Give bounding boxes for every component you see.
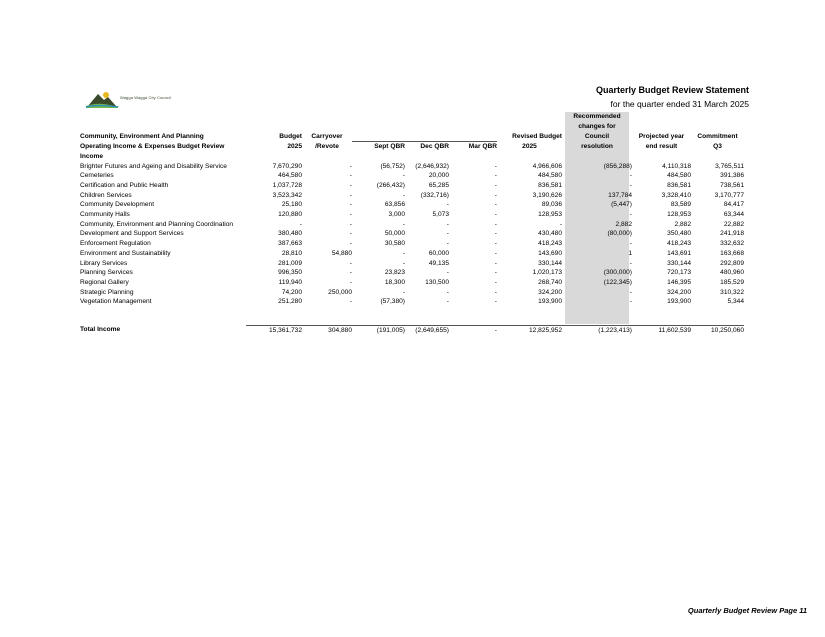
sept-qbr-value: (56,752) bbox=[380, 162, 405, 170]
sun-shape bbox=[103, 92, 109, 98]
dec-qbr-header: Dec QBR bbox=[405, 142, 449, 152]
group-label: Income bbox=[80, 152, 104, 160]
carryover-value: - bbox=[349, 259, 352, 267]
recommended-value: 137,784 bbox=[608, 191, 632, 199]
carryover-value: - bbox=[349, 211, 352, 219]
carryover-value: 54,880 bbox=[331, 249, 352, 257]
mar-qbr-value: - bbox=[494, 288, 497, 296]
projected-value: 720,173 bbox=[667, 269, 691, 277]
carryover-value: - bbox=[349, 230, 352, 238]
carryover-value: - bbox=[349, 181, 352, 189]
carryover-value: - bbox=[349, 240, 352, 248]
revised-header-line2: 2025 bbox=[522, 142, 537, 150]
table-row bbox=[80, 191, 744, 201]
budget-value: 120,880 bbox=[278, 211, 302, 219]
budget-value: 387,663 bbox=[278, 240, 302, 248]
row-label: Brighter Futures and Ageing and Disability Service bbox=[80, 162, 227, 170]
table-row bbox=[80, 249, 744, 259]
budget-value: 25,180 bbox=[281, 201, 302, 209]
recommended-value: (5,447) bbox=[611, 201, 632, 209]
row-label: Community Halls bbox=[80, 211, 130, 219]
sept-qbr-value: - bbox=[402, 288, 405, 296]
revised-value: 1,020,173 bbox=[532, 269, 562, 277]
revised-value: 143,690 bbox=[538, 249, 562, 257]
recommended-value: (300,000) bbox=[603, 269, 632, 277]
budget-value: 464,580 bbox=[278, 172, 302, 180]
row-label: Cemeteries bbox=[80, 172, 114, 180]
total-label: Total Income bbox=[80, 326, 121, 334]
commitment-value: 3,765,511 bbox=[715, 162, 744, 170]
commitment-value: 480,960 bbox=[720, 269, 744, 277]
projected-value: 836,581 bbox=[667, 181, 691, 189]
dec-qbr-value: (332,716) bbox=[420, 191, 449, 199]
mar-qbr-value: - bbox=[494, 298, 497, 306]
sept-qbr-value: 30,580 bbox=[384, 240, 405, 248]
dec-qbr-value: - bbox=[446, 288, 449, 296]
recommended-value: - bbox=[629, 288, 632, 296]
carryover-value: - bbox=[349, 220, 352, 228]
budget-value: 251,280 bbox=[278, 298, 302, 306]
recommended-value: - bbox=[629, 240, 632, 248]
sept-qbr-value: 18,300 bbox=[384, 278, 405, 286]
mar-qbr-value: - bbox=[494, 249, 497, 257]
carryover-value: - bbox=[349, 278, 352, 286]
commitment-value: 22,882 bbox=[723, 220, 744, 228]
row-label: Environment and Sustainability bbox=[80, 249, 171, 257]
mar-qbr-value: - bbox=[494, 220, 497, 228]
mar-qbr-value: - bbox=[494, 211, 497, 219]
row-label: Development and Support Services bbox=[80, 230, 184, 238]
dec-qbr-value: 5,073 bbox=[432, 211, 449, 219]
projected-value: 4,110,318 bbox=[662, 162, 691, 170]
total-sept-qbr-value: (191,005) bbox=[352, 325, 405, 335]
group-row bbox=[80, 152, 744, 162]
commitment-value: 163,668 bbox=[720, 249, 744, 257]
carryover-header-line1: Carryover bbox=[311, 132, 343, 140]
council-logo bbox=[84, 88, 172, 110]
row-label: Children Services bbox=[80, 191, 132, 199]
projected-value: 143,691 bbox=[667, 249, 691, 257]
projected-header-line2: end result bbox=[645, 142, 678, 150]
row-label: Vegetation Management bbox=[80, 298, 152, 306]
revised-value: 836,581 bbox=[538, 181, 562, 189]
row-label: Community Development bbox=[80, 201, 155, 209]
budget-header-line1: Budget bbox=[279, 132, 302, 140]
dec-qbr-value: 49,135 bbox=[428, 259, 449, 267]
table-row bbox=[80, 171, 744, 181]
dec-qbr-value: - bbox=[446, 298, 449, 306]
total-dec-qbr-value: (2,649,655) bbox=[405, 325, 449, 335]
budget-table bbox=[80, 112, 744, 335]
carryover-value: - bbox=[349, 162, 352, 170]
budget-header-line2: 2025 bbox=[287, 142, 302, 150]
mar-qbr-value: - bbox=[494, 230, 497, 238]
budget-value: 74,200 bbox=[281, 288, 302, 296]
revised-value: - bbox=[559, 220, 562, 228]
header-row-3 bbox=[80, 131, 744, 141]
dec-qbr-value: (2,646,932) bbox=[415, 162, 449, 170]
recommended-header-line3: Council bbox=[584, 132, 610, 140]
logo-text: Wagga Wagga City Council bbox=[120, 95, 172, 100]
total-mar-qbr-value: - bbox=[449, 325, 497, 335]
recommended-header-line2: changes for bbox=[578, 122, 616, 130]
carryover-value: 250,000 bbox=[328, 288, 352, 296]
table-row bbox=[80, 239, 744, 249]
table-body bbox=[80, 162, 744, 308]
recommended-value: - bbox=[629, 181, 632, 189]
sept-qbr-value: - bbox=[402, 191, 405, 199]
mar-qbr-value: - bbox=[494, 181, 497, 189]
section-title: Community, Environment And Planning bbox=[80, 132, 204, 140]
commitment-value: 5,344 bbox=[727, 298, 744, 306]
mar-qbr-value: - bbox=[494, 201, 497, 209]
table-row bbox=[80, 162, 744, 172]
dec-qbr-value: - bbox=[446, 269, 449, 277]
revised-value: 484,580 bbox=[538, 172, 562, 180]
sept-qbr-value: (57,380) bbox=[380, 298, 405, 306]
budget-value: 380,480 bbox=[278, 230, 302, 238]
revised-value: 430,480 bbox=[538, 230, 562, 238]
row-label: Certification and Public Health bbox=[80, 181, 169, 189]
recommended-value: - bbox=[629, 298, 632, 306]
revised-value: 193,900 bbox=[538, 298, 562, 306]
row-label: Library Services bbox=[80, 259, 128, 267]
sept-qbr-value: - bbox=[402, 259, 405, 267]
carryover-value: - bbox=[349, 172, 352, 180]
revised-value: 330,144 bbox=[538, 259, 562, 267]
projected-value: 83,589 bbox=[670, 201, 691, 209]
budget-value: 996,350 bbox=[278, 269, 302, 277]
projected-value: 2,882 bbox=[674, 220, 691, 228]
dec-qbr-value: - bbox=[446, 201, 449, 209]
carryover-value: - bbox=[349, 298, 352, 306]
dec-qbr-value: 65,285 bbox=[428, 181, 449, 189]
mar-qbr-value: - bbox=[494, 240, 497, 248]
table-row bbox=[80, 210, 744, 220]
header-row-1 bbox=[80, 112, 744, 122]
row-label: Regional Gallery bbox=[80, 278, 129, 286]
revised-header-line1: Revised Budget bbox=[512, 132, 562, 140]
commitment-value: 391,386 bbox=[720, 172, 744, 180]
report-subtitle: for the quarter ended 31 March 2025 bbox=[610, 99, 749, 109]
projected-value: 3,328,410 bbox=[661, 191, 691, 199]
projected-value: 146,395 bbox=[667, 278, 691, 286]
row-label: Community, Environment and Planning Coordination bbox=[80, 220, 234, 228]
dec-qbr-value: - bbox=[446, 230, 449, 238]
mar-qbr-value: - bbox=[494, 191, 497, 199]
dec-qbr-value: 130,500 bbox=[425, 278, 449, 286]
projected-value: 128,953 bbox=[667, 211, 691, 219]
total-commitment-value: 10,250,060 bbox=[691, 325, 744, 335]
commitment-value: 63,344 bbox=[723, 211, 744, 219]
dec-qbr-value: - bbox=[446, 240, 449, 248]
table-row bbox=[80, 229, 744, 239]
budget-value: - bbox=[299, 220, 302, 228]
total-carryover-value: 304,880 bbox=[302, 325, 352, 335]
sept-qbr-value: 23,823 bbox=[384, 269, 405, 277]
sept-qbr-value: - bbox=[402, 220, 405, 228]
table-row bbox=[80, 288, 744, 298]
mar-qbr-value: - bbox=[494, 162, 497, 170]
budget-value: 1,037,728 bbox=[272, 181, 302, 189]
dec-qbr-value: 20,000 bbox=[428, 172, 449, 180]
recommended-value: - bbox=[629, 211, 632, 219]
total-recommended-value: (1,223,413) bbox=[562, 325, 632, 335]
commitment-value: 738,561 bbox=[720, 181, 744, 189]
total-revised-value: 12,825,952 bbox=[497, 325, 562, 335]
commitment-value: 292,809 bbox=[720, 259, 744, 267]
budget-value: 3,523,342 bbox=[272, 191, 302, 199]
commitment-header-line1: Commitment bbox=[697, 132, 738, 140]
projected-header-line1: Projected year bbox=[638, 132, 685, 140]
recommended-value: 1 bbox=[628, 249, 632, 257]
page-footer: Quarterly Budget Review Page 11 bbox=[687, 606, 807, 615]
commitment-value: 185,529 bbox=[720, 278, 744, 286]
report-title: Quarterly Budget Review Statement bbox=[595, 85, 749, 95]
sept-qbr-value: 50,000 bbox=[384, 230, 405, 238]
revised-value: 89,036 bbox=[541, 201, 562, 209]
table-row bbox=[80, 259, 744, 269]
row-label: Strategic Planning bbox=[80, 288, 134, 296]
total-budget-value: 15,361,732 bbox=[246, 325, 302, 335]
budget-value: 119,940 bbox=[278, 278, 302, 286]
table-row bbox=[80, 278, 744, 288]
dec-qbr-value: 60,000 bbox=[428, 249, 449, 257]
recommended-value: - bbox=[629, 172, 632, 180]
recommended-value: (856,288) bbox=[603, 162, 632, 170]
table-row bbox=[80, 268, 744, 278]
budget-value: 28,810 bbox=[281, 249, 302, 257]
dec-qbr-value: - bbox=[446, 220, 449, 228]
sept-qbr-header: Sept QBR bbox=[352, 142, 405, 152]
projected-value: 484,580 bbox=[667, 172, 691, 180]
table-row bbox=[80, 181, 744, 191]
commitment-value: 3,170,777 bbox=[714, 191, 744, 199]
mar-qbr-value: - bbox=[494, 278, 497, 286]
projected-value: 418,243 bbox=[667, 240, 691, 248]
header-row-4 bbox=[80, 142, 744, 152]
row-label: Planning Services bbox=[80, 269, 133, 277]
commitment-value: 84,417 bbox=[723, 201, 744, 209]
sept-qbr-value: (266,432) bbox=[376, 181, 405, 189]
recommended-value: - bbox=[629, 259, 632, 267]
spacer-row bbox=[80, 317, 744, 326]
budget-value: 7,670,290 bbox=[272, 162, 302, 170]
recommended-header-line4: resolution bbox=[581, 142, 613, 150]
header-row-2 bbox=[80, 122, 744, 132]
sept-qbr-value: - bbox=[402, 172, 405, 180]
table-row bbox=[80, 220, 744, 230]
mar-qbr-value: - bbox=[494, 269, 497, 277]
revised-value: 324,200 bbox=[538, 288, 562, 296]
projected-value: 324,200 bbox=[667, 288, 691, 296]
carryover-value: - bbox=[349, 191, 352, 199]
projected-value: 193,900 bbox=[667, 298, 691, 306]
commitment-value: 310,322 bbox=[720, 288, 744, 296]
total-row bbox=[80, 325, 744, 335]
commitment-header-line2: Q3 bbox=[713, 142, 722, 150]
revised-value: 4,966,606 bbox=[532, 162, 562, 170]
commitment-value: 241,918 bbox=[720, 230, 744, 238]
carryover-header-line2: /Revote bbox=[315, 142, 339, 150]
sept-qbr-value: 63,856 bbox=[384, 201, 405, 209]
mar-qbr-header: Mar QBR bbox=[449, 142, 497, 152]
projected-value: 330,144 bbox=[667, 259, 691, 267]
projected-value: 350,480 bbox=[667, 230, 691, 238]
budget-value: 281,009 bbox=[278, 259, 302, 267]
revised-value: 418,243 bbox=[538, 240, 562, 248]
recommended-value: (80,000) bbox=[607, 230, 632, 238]
mar-qbr-value: - bbox=[494, 259, 497, 267]
revised-value: 128,953 bbox=[538, 211, 562, 219]
recommended-value: 2,882 bbox=[615, 220, 632, 228]
table-subtitle: Operating Income & Expenses Budget Review bbox=[80, 142, 225, 150]
carryover-value: - bbox=[349, 269, 352, 277]
sept-qbr-value: 3,000 bbox=[388, 211, 405, 219]
recommended-value: (122,345) bbox=[603, 278, 632, 286]
revised-value: 3,190,626 bbox=[532, 191, 562, 199]
revised-value: 268,740 bbox=[538, 278, 562, 286]
row-label: Enforcement Regulation bbox=[80, 240, 151, 248]
total-projected-value: 11,602,539 bbox=[632, 325, 691, 335]
sept-qbr-value: - bbox=[402, 249, 405, 257]
carryover-value: - bbox=[349, 201, 352, 209]
table-row bbox=[80, 200, 744, 210]
recommended-header-line1: Recommended bbox=[573, 113, 621, 120]
spacer-row bbox=[80, 307, 744, 317]
mar-qbr-value: - bbox=[494, 172, 497, 180]
commitment-value: 332,632 bbox=[720, 240, 744, 248]
table-row bbox=[80, 297, 744, 307]
